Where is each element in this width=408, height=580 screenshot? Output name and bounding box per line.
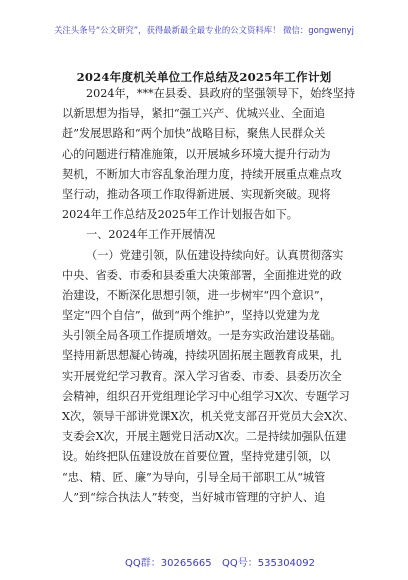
body-line: 2024年工作总结及2025年工作计划报告如下。	[62, 208, 298, 222]
body-line: 坚持用新思想凝心铸魂，持续巩固拓展主题教育成果，扎	[62, 349, 342, 363]
body-line: 会精神，组织召开党组理论学习中心组学习X次、专题学习	[62, 389, 350, 403]
body-line: 2024年，***在县委、县政府的坚强领导下，始终坚持	[86, 87, 356, 100]
body-line: X次，领导干部讲党课X次，机关党支部召开党员大会X次、	[62, 410, 355, 423]
body-line: 坚定“四个自信”，做到“两个维护”，坚持以党建为龙	[62, 309, 320, 323]
body-line: 设。始终把队伍建设放在首要位置，坚持党建引领，以	[62, 450, 331, 464]
body-line: 赶”发展思路和“两个加快”战略目标，聚焦人民群众关	[62, 127, 326, 141]
qq-group-number: QQ群：30265665	[125, 558, 212, 569]
body-line: 中央、省委、市委和县委重大决策部署，全面推进党的政	[62, 268, 342, 282]
document-title: 2024年度机关单位工作总结及2025年工作计划	[76, 70, 332, 84]
body-line: 支委会X次，开展主题党日活动X次。二是持续加强队伍建	[62, 430, 347, 444]
qq-account-number: QQ号：535304092	[222, 558, 316, 569]
body-line: 实开展党纪学习教育。深入学习省委、市委、县委历次全	[62, 369, 342, 383]
body-line: 契机，不断加大市容乱象治理力度，持续开展重点难点攻	[62, 167, 342, 181]
body-line: “忠、精、匠、廉”为导向，引导全局干部职工从“城管	[62, 470, 326, 484]
body-line: 人”到“综合执法人”转变，当好城市管理的守护人、追	[62, 490, 326, 504]
body-line: 一、2024年工作开展情况	[86, 228, 216, 242]
promo-banner: 关注头条号“公文研究”，获得最新最全最专业的公文资料库！ 微信：gongwenyj	[54, 25, 354, 35]
body-line: 头引领全局各项工作提质增效。一是夯实政治建设基础。	[62, 329, 342, 343]
document-body	[62, 84, 356, 508]
body-line: 以新思想为指导，紧扣“强工兴产、优城兴业、全面追	[62, 107, 326, 121]
body-line: （一）党建引领，队伍建设持续向好。认真贯彻落实	[86, 248, 344, 262]
body-line: 治建设，不断深化思想引领，进一步树牢“四个意识”，	[62, 288, 331, 302]
body-line: 心的问题进行精准施策，以开展城乡环境大提升行动为	[62, 147, 331, 161]
body-line: 坚行动，推动各项工作取得新进展、实现新突破。现将	[62, 187, 331, 201]
